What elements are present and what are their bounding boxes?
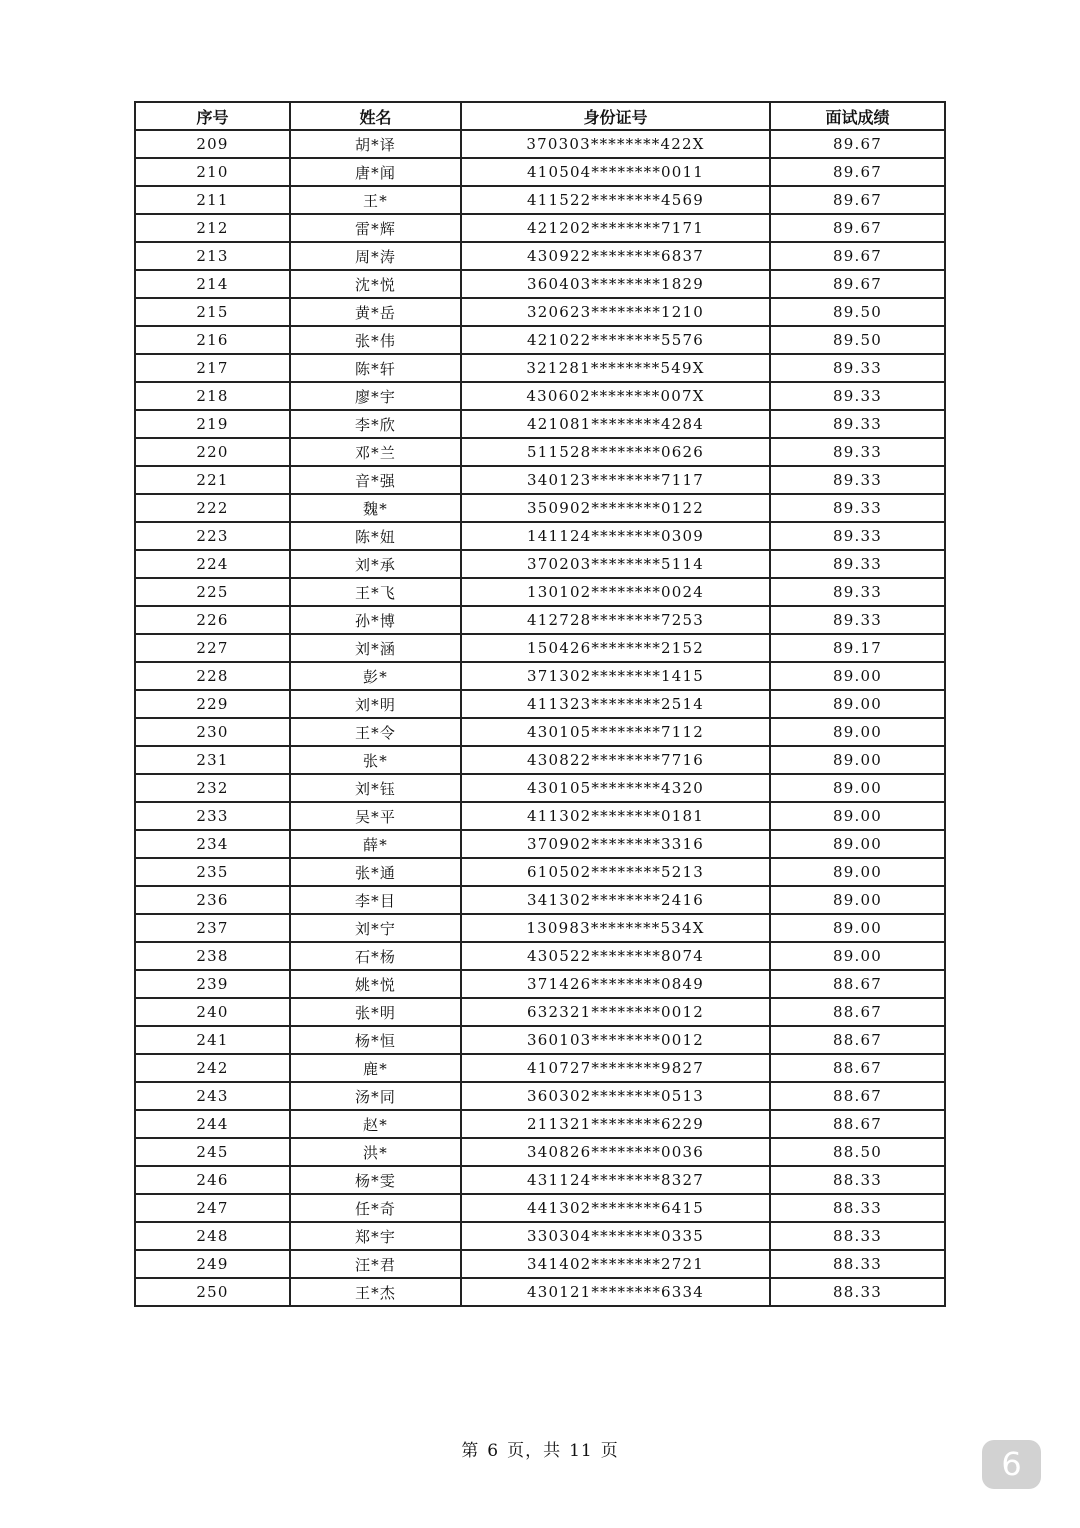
table-row bbox=[135, 494, 945, 522]
cell-index: 232 bbox=[135, 774, 290, 802]
table-row bbox=[135, 270, 945, 298]
table-row bbox=[135, 1138, 945, 1166]
cell-index: 210 bbox=[135, 158, 290, 186]
table-row bbox=[135, 242, 945, 270]
cell-index: 230 bbox=[135, 718, 290, 746]
cell-id-number: 430121********6334 bbox=[461, 1278, 770, 1306]
table-row bbox=[135, 774, 945, 802]
cell-index: 240 bbox=[135, 998, 290, 1026]
page-footer bbox=[0, 1436, 1080, 1461]
cell-interview-score: 89.00 bbox=[770, 802, 945, 830]
cell-index: 235 bbox=[135, 858, 290, 886]
footer-prefix: 第 bbox=[461, 1441, 480, 1461]
table-row bbox=[135, 1110, 945, 1138]
cell-id-number: 511528********0626 bbox=[461, 438, 770, 466]
table-row bbox=[135, 998, 945, 1026]
cell-interview-score: 88.33 bbox=[770, 1194, 945, 1222]
table-body bbox=[135, 130, 945, 1306]
cell-name: 薛* bbox=[290, 830, 461, 858]
cell-id-number: 430822********7716 bbox=[461, 746, 770, 774]
cell-interview-score: 88.67 bbox=[770, 1054, 945, 1082]
cell-interview-score: 88.33 bbox=[770, 1250, 945, 1278]
cell-interview-score: 89.00 bbox=[770, 858, 945, 886]
cell-name: 彭* bbox=[290, 662, 461, 690]
cell-interview-score: 89.00 bbox=[770, 690, 945, 718]
table-row bbox=[135, 550, 945, 578]
cell-name: 汤*同 bbox=[290, 1082, 461, 1110]
cell-interview-score: 89.33 bbox=[770, 466, 945, 494]
cell-index: 243 bbox=[135, 1082, 290, 1110]
footer-total-pages: 11 bbox=[569, 1441, 593, 1461]
cell-interview-score: 89.17 bbox=[770, 634, 945, 662]
table-row bbox=[135, 298, 945, 326]
cell-index: 220 bbox=[135, 438, 290, 466]
cell-interview-score: 88.67 bbox=[770, 970, 945, 998]
cell-id-number: 421202********7171 bbox=[461, 214, 770, 242]
cell-index: 221 bbox=[135, 466, 290, 494]
cell-id-number: 350902********0122 bbox=[461, 494, 770, 522]
header-interview-score: 面试成绩 bbox=[770, 102, 945, 130]
table-row bbox=[135, 326, 945, 354]
table-row bbox=[135, 746, 945, 774]
footer-middle: 页，共 bbox=[507, 1441, 562, 1461]
table-row bbox=[135, 606, 945, 634]
cell-name: 吴*平 bbox=[290, 802, 461, 830]
cell-id-number: 421022********5576 bbox=[461, 326, 770, 354]
cell-id-number: 130102********0024 bbox=[461, 578, 770, 606]
cell-name: 王*令 bbox=[290, 718, 461, 746]
cell-index: 249 bbox=[135, 1250, 290, 1278]
cell-id-number: 370203********5114 bbox=[461, 550, 770, 578]
cell-interview-score: 88.33 bbox=[770, 1166, 945, 1194]
cell-id-number: 330304********0335 bbox=[461, 1222, 770, 1250]
cell-index: 237 bbox=[135, 914, 290, 942]
cell-interview-score: 89.67 bbox=[770, 158, 945, 186]
header-id-number: 身份证号 bbox=[461, 102, 770, 130]
cell-interview-score: 88.50 bbox=[770, 1138, 945, 1166]
cell-name: 李*欣 bbox=[290, 410, 461, 438]
cell-name: 洪* bbox=[290, 1138, 461, 1166]
cell-name: 刘*宁 bbox=[290, 914, 461, 942]
cell-id-number: 411522********4569 bbox=[461, 186, 770, 214]
cell-name: 李*目 bbox=[290, 886, 461, 914]
cell-name: 周*涛 bbox=[290, 242, 461, 270]
footer-suffix: 页 bbox=[600, 1441, 619, 1461]
header-index: 序号 bbox=[135, 102, 290, 130]
table-row bbox=[135, 1278, 945, 1306]
cell-id-number: 341302********2416 bbox=[461, 886, 770, 914]
cell-interview-score: 89.33 bbox=[770, 522, 945, 550]
cell-interview-score: 88.67 bbox=[770, 1110, 945, 1138]
cell-index: 250 bbox=[135, 1278, 290, 1306]
cell-index: 239 bbox=[135, 970, 290, 998]
table-row bbox=[135, 158, 945, 186]
table-row bbox=[135, 1222, 945, 1250]
cell-interview-score: 88.67 bbox=[770, 998, 945, 1026]
cell-name: 张* bbox=[290, 746, 461, 774]
cell-interview-score: 88.33 bbox=[770, 1278, 945, 1306]
table-row bbox=[135, 466, 945, 494]
cell-index: 229 bbox=[135, 690, 290, 718]
cell-index: 233 bbox=[135, 802, 290, 830]
cell-interview-score: 89.67 bbox=[770, 270, 945, 298]
cell-index: 222 bbox=[135, 494, 290, 522]
cell-id-number: 421081********4284 bbox=[461, 410, 770, 438]
cell-index: 224 bbox=[135, 550, 290, 578]
cell-index: 214 bbox=[135, 270, 290, 298]
cell-name: 张*通 bbox=[290, 858, 461, 886]
table-row bbox=[135, 830, 945, 858]
cell-index: 242 bbox=[135, 1054, 290, 1082]
cell-name: 姚*悦 bbox=[290, 970, 461, 998]
table-row bbox=[135, 718, 945, 746]
cell-interview-score: 88.67 bbox=[770, 1026, 945, 1054]
cell-name: 陈*妞 bbox=[290, 522, 461, 550]
cell-id-number: 141124********0309 bbox=[461, 522, 770, 550]
cell-id-number: 412728********7253 bbox=[461, 606, 770, 634]
cell-id-number: 370303********422X bbox=[461, 130, 770, 158]
table-row bbox=[135, 914, 945, 942]
cell-name: 魏* bbox=[290, 494, 461, 522]
cell-index: 231 bbox=[135, 746, 290, 774]
cell-name: 郑*宇 bbox=[290, 1222, 461, 1250]
cell-index: 225 bbox=[135, 578, 290, 606]
cell-name: 汪*君 bbox=[290, 1250, 461, 1278]
interview-score-table bbox=[134, 101, 946, 1307]
cell-index: 246 bbox=[135, 1166, 290, 1194]
cell-interview-score: 89.33 bbox=[770, 550, 945, 578]
cell-name: 石*杨 bbox=[290, 942, 461, 970]
cell-interview-score: 89.67 bbox=[770, 214, 945, 242]
table-row bbox=[135, 522, 945, 550]
cell-name: 音*强 bbox=[290, 466, 461, 494]
cell-interview-score: 88.67 bbox=[770, 1082, 945, 1110]
page-number-badge: 6 bbox=[982, 1440, 1041, 1489]
cell-id-number: 321281********549X bbox=[461, 354, 770, 382]
cell-index: 247 bbox=[135, 1194, 290, 1222]
cell-id-number: 430522********8074 bbox=[461, 942, 770, 970]
cell-id-number: 430105********7112 bbox=[461, 718, 770, 746]
cell-name: 刘*涵 bbox=[290, 634, 461, 662]
table-row bbox=[135, 1250, 945, 1278]
cell-index: 248 bbox=[135, 1222, 290, 1250]
cell-id-number: 211321********6229 bbox=[461, 1110, 770, 1138]
table-row bbox=[135, 1194, 945, 1222]
cell-interview-score: 89.00 bbox=[770, 942, 945, 970]
cell-interview-score: 89.33 bbox=[770, 578, 945, 606]
cell-name: 廖*宇 bbox=[290, 382, 461, 410]
cell-name: 张*伟 bbox=[290, 326, 461, 354]
cell-id-number: 411302********0181 bbox=[461, 802, 770, 830]
cell-interview-score: 89.00 bbox=[770, 886, 945, 914]
cell-id-number: 360403********1829 bbox=[461, 270, 770, 298]
cell-interview-score: 89.50 bbox=[770, 298, 945, 326]
table-row bbox=[135, 886, 945, 914]
cell-index: 228 bbox=[135, 662, 290, 690]
table-header-row bbox=[135, 102, 945, 130]
cell-name: 孙*博 bbox=[290, 606, 461, 634]
cell-interview-score: 89.67 bbox=[770, 242, 945, 270]
cell-name: 黄*岳 bbox=[290, 298, 461, 326]
cell-interview-score: 89.33 bbox=[770, 382, 945, 410]
cell-interview-score: 89.50 bbox=[770, 326, 945, 354]
cell-id-number: 632321********0012 bbox=[461, 998, 770, 1026]
cell-interview-score: 89.00 bbox=[770, 662, 945, 690]
table-row bbox=[135, 214, 945, 242]
cell-name: 王* bbox=[290, 186, 461, 214]
table-row bbox=[135, 634, 945, 662]
cell-index: 212 bbox=[135, 214, 290, 242]
cell-interview-score: 89.00 bbox=[770, 914, 945, 942]
cell-name: 唐*闻 bbox=[290, 158, 461, 186]
table-row bbox=[135, 690, 945, 718]
header-name: 姓名 bbox=[290, 102, 461, 130]
cell-interview-score: 89.33 bbox=[770, 606, 945, 634]
score-sheet bbox=[134, 101, 944, 1307]
cell-interview-score: 89.33 bbox=[770, 410, 945, 438]
cell-name: 鹿* bbox=[290, 1054, 461, 1082]
cell-interview-score: 89.00 bbox=[770, 718, 945, 746]
cell-index: 238 bbox=[135, 942, 290, 970]
footer-current-page: 6 bbox=[487, 1441, 500, 1461]
cell-name: 杨*恒 bbox=[290, 1026, 461, 1054]
cell-index: 245 bbox=[135, 1138, 290, 1166]
table-row bbox=[135, 1054, 945, 1082]
cell-name: 杨*雯 bbox=[290, 1166, 461, 1194]
cell-index: 241 bbox=[135, 1026, 290, 1054]
table-row bbox=[135, 858, 945, 886]
table-row bbox=[135, 1166, 945, 1194]
table-row bbox=[135, 186, 945, 214]
cell-name: 任*奇 bbox=[290, 1194, 461, 1222]
cell-index: 216 bbox=[135, 326, 290, 354]
cell-interview-score: 89.67 bbox=[770, 130, 945, 158]
table-row bbox=[135, 130, 945, 158]
table-row bbox=[135, 970, 945, 998]
cell-interview-score: 89.33 bbox=[770, 354, 945, 382]
table-row bbox=[135, 662, 945, 690]
cell-id-number: 370902********3316 bbox=[461, 830, 770, 858]
cell-id-number: 410727********9827 bbox=[461, 1054, 770, 1082]
cell-id-number: 340826********0036 bbox=[461, 1138, 770, 1166]
cell-id-number: 360302********0513 bbox=[461, 1082, 770, 1110]
cell-interview-score: 89.00 bbox=[770, 774, 945, 802]
cell-id-number: 371302********1415 bbox=[461, 662, 770, 690]
cell-index: 236 bbox=[135, 886, 290, 914]
cell-index: 234 bbox=[135, 830, 290, 858]
table-row bbox=[135, 1082, 945, 1110]
cell-id-number: 341402********2721 bbox=[461, 1250, 770, 1278]
cell-interview-score: 89.00 bbox=[770, 746, 945, 774]
cell-index: 209 bbox=[135, 130, 290, 158]
cell-index: 227 bbox=[135, 634, 290, 662]
cell-name: 胡*译 bbox=[290, 130, 461, 158]
table-row bbox=[135, 578, 945, 606]
cell-index: 211 bbox=[135, 186, 290, 214]
cell-name: 刘*承 bbox=[290, 550, 461, 578]
cell-id-number: 430922********6837 bbox=[461, 242, 770, 270]
cell-name: 张*明 bbox=[290, 998, 461, 1026]
cell-name: 刘*明 bbox=[290, 690, 461, 718]
cell-index: 226 bbox=[135, 606, 290, 634]
cell-id-number: 320623********1210 bbox=[461, 298, 770, 326]
cell-interview-score: 89.33 bbox=[770, 494, 945, 522]
cell-name: 陈*轩 bbox=[290, 354, 461, 382]
cell-interview-score: 89.67 bbox=[770, 186, 945, 214]
cell-id-number: 410504********0011 bbox=[461, 158, 770, 186]
cell-name: 王*杰 bbox=[290, 1278, 461, 1306]
cell-id-number: 150426********2152 bbox=[461, 634, 770, 662]
cell-name: 刘*钰 bbox=[290, 774, 461, 802]
cell-interview-score: 89.33 bbox=[770, 438, 945, 466]
cell-id-number: 340123********7117 bbox=[461, 466, 770, 494]
cell-index: 218 bbox=[135, 382, 290, 410]
table-row bbox=[135, 802, 945, 830]
cell-index: 215 bbox=[135, 298, 290, 326]
cell-index: 223 bbox=[135, 522, 290, 550]
cell-id-number: 430105********4320 bbox=[461, 774, 770, 802]
cell-index: 219 bbox=[135, 410, 290, 438]
cell-interview-score: 89.00 bbox=[770, 830, 945, 858]
cell-id-number: 130983********534X bbox=[461, 914, 770, 942]
cell-id-number: 430602********007X bbox=[461, 382, 770, 410]
cell-id-number: 610502********5213 bbox=[461, 858, 770, 886]
cell-name: 沈*悦 bbox=[290, 270, 461, 298]
cell-index: 213 bbox=[135, 242, 290, 270]
cell-name: 王*飞 bbox=[290, 578, 461, 606]
cell-name: 邓*兰 bbox=[290, 438, 461, 466]
cell-name: 雷*辉 bbox=[290, 214, 461, 242]
table-row bbox=[135, 1026, 945, 1054]
cell-name: 赵* bbox=[290, 1110, 461, 1138]
cell-index: 244 bbox=[135, 1110, 290, 1138]
cell-interview-score: 88.33 bbox=[770, 1222, 945, 1250]
cell-id-number: 360103********0012 bbox=[461, 1026, 770, 1054]
table-row bbox=[135, 382, 945, 410]
table-row bbox=[135, 354, 945, 382]
cell-id-number: 441302********6415 bbox=[461, 1194, 770, 1222]
cell-id-number: 431124********8327 bbox=[461, 1166, 770, 1194]
table-row bbox=[135, 438, 945, 466]
cell-index: 217 bbox=[135, 354, 290, 382]
table-row bbox=[135, 410, 945, 438]
cell-id-number: 371426********0849 bbox=[461, 970, 770, 998]
table-row bbox=[135, 942, 945, 970]
cell-id-number: 411323********2514 bbox=[461, 690, 770, 718]
